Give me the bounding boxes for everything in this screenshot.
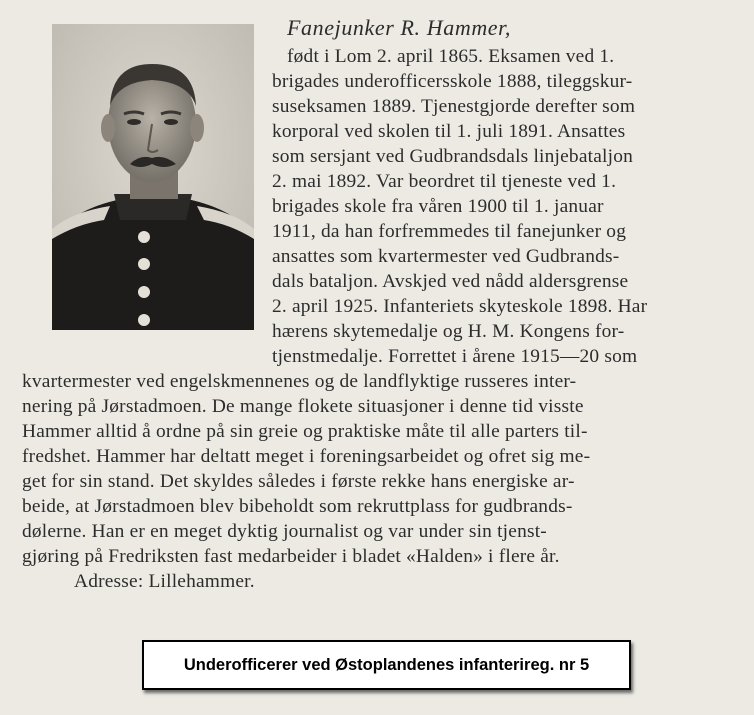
text-line: brigades underofficersskole 1888, tileggskur-: [272, 71, 633, 92]
text-line: gjøring på Fredriksten fast medarbeider i bladet «Halden» i flere år.: [22, 546, 560, 567]
text-line: Hammer alltid å ordne på sin greie og praktiske måte til alle parters til-: [22, 421, 588, 442]
portrait-photo: [52, 24, 254, 330]
address-line: Adresse: Lillehammer.: [74, 571, 255, 592]
text-line: fredshet. Hammer har deltatt meget i foreningsarbeidet og ofret sig me-: [22, 446, 591, 467]
caption-text: Underofficerer ved Østoplandenes infanterireg. nr 5: [183, 655, 590, 674]
text-line: suseksamen 1889. Tjenestgjorde derefter som: [272, 96, 636, 117]
text-line: hærens skytemedalje og H. M. Kongens for-: [272, 321, 625, 342]
text-line: brigades skole fra våren 1900 til 1. januar: [272, 196, 604, 217]
text-line: 2. april 1925. Infanteriets skyteskole 1898. Har: [272, 296, 648, 317]
text-line: beide, at Jørstadmoen blev bibeholdt som rekruttplass for gudbrands-: [22, 496, 573, 517]
text-line: født i Lom 2. april 1865. Eksamen ved 1.: [287, 46, 615, 67]
text-line: dølerne. Han er en meget dyktig journalist og var under sin tjenst-: [22, 521, 547, 542]
text-line: 1911, da han forfremmedes til fanejunker og: [272, 221, 627, 242]
text-line: som sersjant ved Gudbrandsdals linjebataljon: [272, 146, 633, 167]
text-line: korporal ved skolen til 1. juli 1891. Ansattes: [272, 121, 626, 142]
text-line: kvartermester ved engelskmennenes og de landflyktige russeres inter-: [22, 371, 577, 392]
person-heading: Fanejunker R. Hammer,: [287, 15, 511, 40]
text-line: get for sin stand. Det skyldes således i første rekke hans energiske ar-: [22, 471, 575, 492]
text-line: tjenstmedalje. Forrettet i årene 1915—20 som: [272, 346, 638, 367]
text-line: ansattes som kvartermester ved Gudbrands-: [272, 246, 620, 267]
caption-box: [142, 640, 631, 690]
text-line: nering på Jørstadmoen. De mange flokete situasjoner i denne tid visste: [22, 396, 584, 417]
text-line: 2. mai 1892. Var beordret til tjeneste ved 1.: [272, 171, 617, 192]
text-line: dals bataljon. Avskjed ved nådd aldersgrense: [272, 271, 629, 292]
